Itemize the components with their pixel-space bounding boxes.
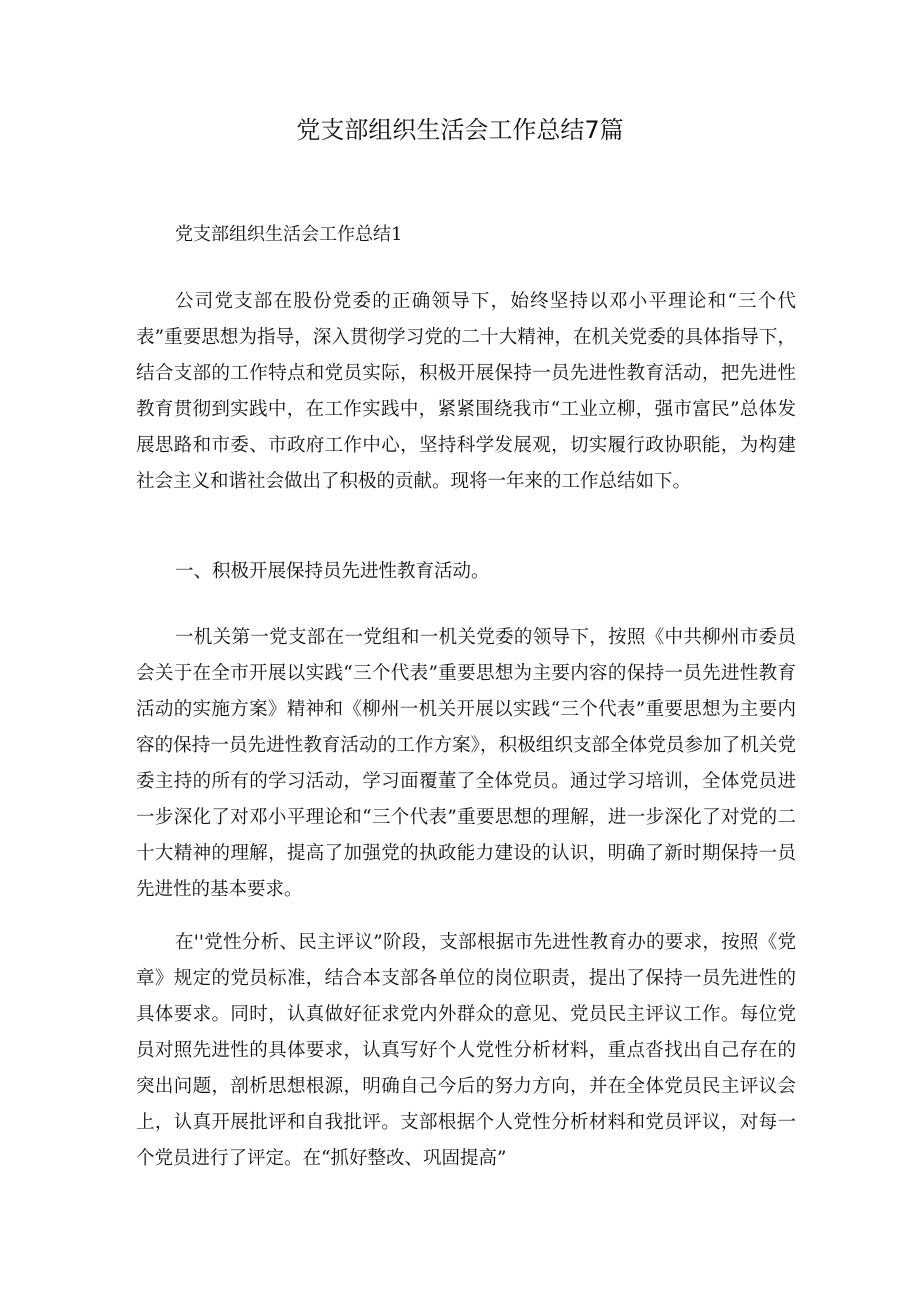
document-title: 党支部组织生活会工作总结7篇 <box>296 116 624 144</box>
paragraph-2: 一机关第一党支部在一党组和一机关党委的领导下，按照《中共柳州市委员会关于在全市开展以实践“三个代表”重要思想为主要内容的保持一员先进性教育活动的实施方案》精神和《柳州一机关开展以实践“三个代表”重要思想为主要内容的保持一员先进性教育活动的工作方案》，积极组织支部全体党员参加了机关党委主持的所有的学习活动，学习面覆董了全体党员。通过学习培训，全体党员进一步深化了对邓小平理论和“三个代表”重要思想的理解，进一步深化了对党的二十大精神的理解，提高了加强党的执政能力建设的认识，明确了新时期保持一员先进性的基本要求。 <box>136 627 796 900</box>
paragraph-1: 公司党支部在股份党委的正确领导下，始终坚持以邓小平理论和“三个代表”重要思想为指导，深入贯彻学习党的二十大精神，在机关党委的具体指导下，结合支部的工作特点和党员实际，积极开展保持一员先进性教育活动，把先进性教育贯彻到实践中，在工作实践中，紧紧围绕我市“工业立柳，强市富民”总体发展思路和市委、市政府工作中心，坚持科学发展观，切实履行政协职能，为构建社会主义和谐社会做出了积极的贡献。现将一年来的工作总结如下。 <box>136 291 796 492</box>
section-title: 党支部组织生活会工作总结1 <box>175 224 403 245</box>
paragraph-3: 在''党性分析、民主评议”阶段，支部根据市先进性教育办的要求，按照《党章》规定的党员标准，结合本支部各单位的岗位职责，提出了保持一员先进性的具体要求。同时，认真做好征求党内外群众的意见、党员民主评议工作。每位党员对照先进性的具体要求，认真写好个人党性分析材料，重点沓找出自己存在的突出问题，剖析思想根源，明确自己今后的努力方向，并在全体党员民主评议会上，认真开展批评和自我批评。支部根据个人党性分析材料和党员评议，对每一个党员进行了评定。在“抓好整改、巩固提高” <box>136 932 796 1169</box>
section-heading-1: 一、积极开展保持员先进性教育活动。 <box>175 561 490 582</box>
